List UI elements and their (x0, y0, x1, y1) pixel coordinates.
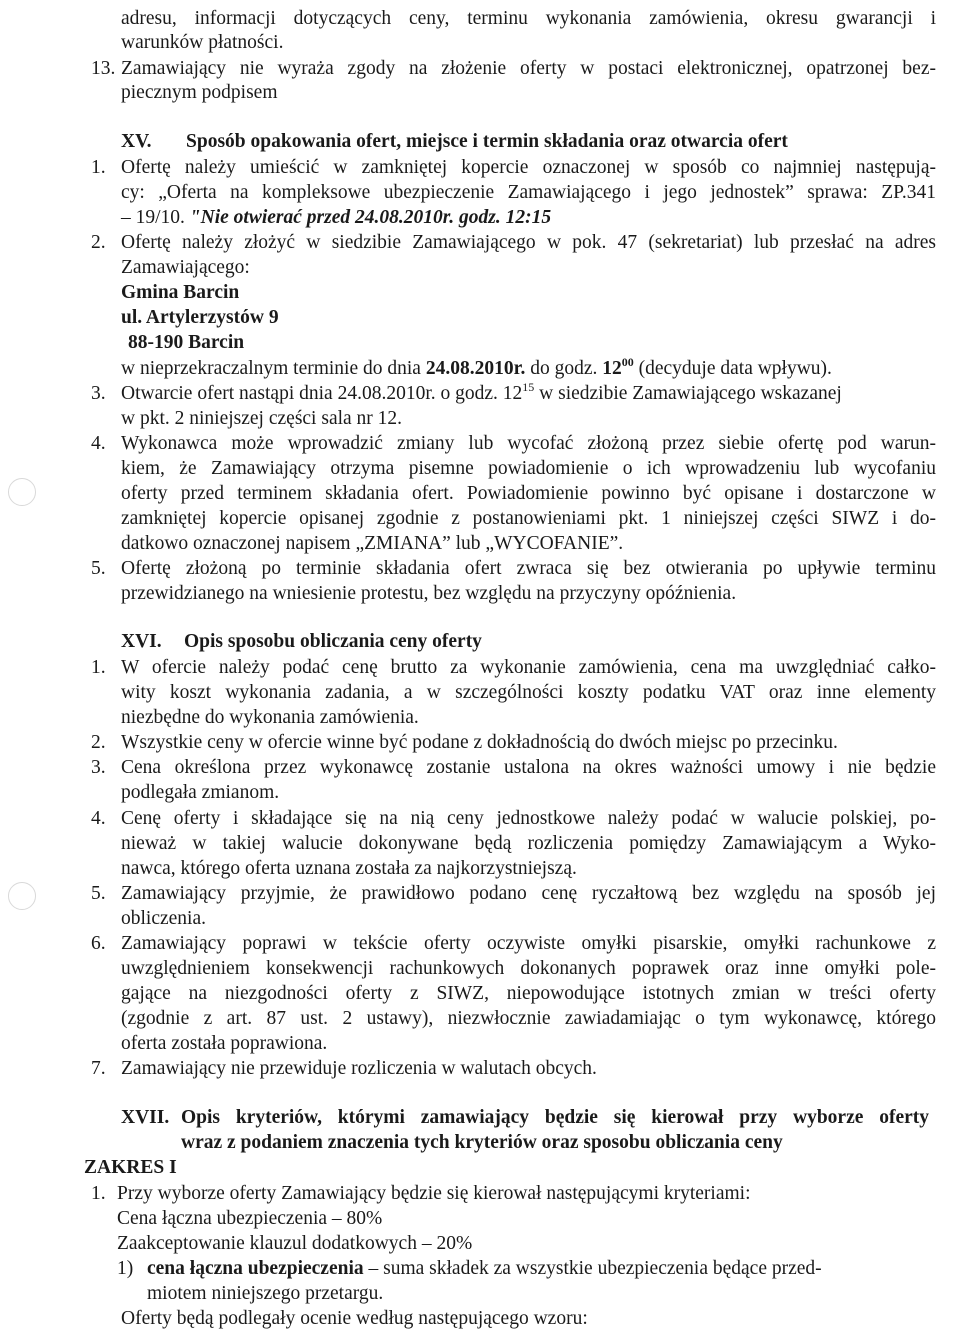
list-number: 7. (91, 1058, 106, 1079)
text-line: przewidzianego na wniesienie protestu, bez względu na przyczyny opóźnienia. (121, 583, 737, 604)
address-line: ul. Artylerzystów 9 (121, 307, 279, 328)
text-line: Zamawiający przyjmie, że prawidłowo podano cenę ryczałtową bez względu na sposób jej (121, 883, 936, 904)
text-line: – 19/10. (121, 207, 190, 228)
list-number: 2. (91, 732, 106, 753)
deadline-note: "Nie otwierać przed 24.08.2010r. godz. 12:15 (189, 207, 552, 228)
text-line: podlegała zmianom. (121, 782, 280, 803)
text-line: w siedzibie Zamawiającego wskazanej (534, 383, 842, 404)
list-number: 1. (91, 157, 106, 178)
text-line: warunków płatności. (121, 32, 284, 53)
text-line: (decyduje data wpływu). (633, 358, 832, 379)
text-line: kiem, że Zamawiający otrzyma pisemne powiadomienie o ich wprowadzeniu lub wycofaniu (121, 458, 936, 479)
list-number: 6. (91, 933, 106, 954)
address-line: 88-190 Barcin (128, 332, 245, 353)
text-line: (zgodnie z art. 87 ust. 2 ustawy), niezwłocznie zawiadamiając o tym wykonawcę, którego (121, 1008, 936, 1029)
criterion-line: Zaakceptowanie klauzul dodatkowych – 20% (117, 1233, 473, 1254)
list-number: 4. (91, 808, 106, 829)
text-line: adresu, informacji dotyczących ceny, terminu wykonania zamówienia, okresu gwarancji i (121, 8, 936, 29)
text-line: W ofercie należy podać cenę brutto za wykonanie zamówienia, cena ma uwzględniać całko- (121, 657, 936, 678)
section-heading: Opis kryteriów, którymi zamawiający będzie się kierował przy wyborze oferty (181, 1107, 929, 1128)
deadline-hour: 12 (602, 358, 622, 379)
section-number: XVII. (121, 1107, 170, 1128)
text-line: nawca, którego oferta uznana została za najkorzystniejszą. (121, 858, 577, 879)
text-line: cy: „Oferta na kompleksowe ubezpieczenie Zamawiającego i jego jednostek” sprawa: ZP.341 (121, 182, 936, 203)
text-line: Ofertę należy złożyć w siedzibie Zamawiającego w pok. 47 (sekretariat) lub przesłać na adres (121, 232, 936, 253)
text-line: uwzględnieniem konsekwencji rachunkowych dokonanych poprawek oraz inne omyłki pole- (121, 958, 936, 979)
subsection-heading: ZAKRES I (84, 1157, 177, 1178)
text-line: obliczenia. (121, 908, 206, 929)
text-line: oferty przed terminem składania ofert. Powiadomienie powinno być opisane i dostarczone w (121, 483, 936, 504)
text-line: wity koszt wykonania zadania, a w szczególności koszty podatku VAT oraz inne elementy (121, 682, 936, 703)
text-line: Cena określona przez wykonawcę zostanie ustalona na okres ważności umowy i nie będzie (121, 757, 936, 778)
text-line: do godz. (525, 358, 603, 379)
list-number: 2. (91, 232, 106, 253)
list-number: 3. (91, 757, 106, 778)
text-line: datkowo oznaczonej napisem „ZMIANA” lub „WYCOFANIE”. (121, 533, 624, 554)
text-line: Ofertę złożoną po terminie składania ofert zwraca się bez otwierania po upływie terminu (121, 558, 936, 579)
text-line: miotem niniejszego przetargu. (147, 1283, 384, 1304)
text-line: Oferty będą podlegały ocenie według następującego wzoru: (121, 1308, 588, 1329)
text-line: Przy wyborze oferty Zamawiający będzie się kierował następującymi kryteriami: (117, 1183, 751, 1204)
section-heading: Opis sposobu obliczania ceny oferty (184, 631, 482, 652)
text-line: nieważ w takiej walucie dokonywane będą rozliczenia pomiędzy Zamawiającym a Wyko- (121, 833, 936, 854)
punch-hole-mark (8, 478, 36, 506)
text-line: Otwarcie ofert nastąpi dnia 24.08.2010r. o godz. 12 (121, 383, 523, 404)
deadline-minute: 00 (621, 355, 634, 369)
section-heading: wraz z podaniem znaczenia tych kryteriów oraz sposobu obliczania ceny (181, 1132, 783, 1153)
deadline-date: 24.08.2010r. (425, 358, 526, 379)
text-line: w nieprzekraczalnym terminie do dnia (121, 358, 426, 379)
list-number: 1) (117, 1258, 134, 1279)
text-line: Cenę oferty i składające się na nią ceny jednostkowe należy podać w walucie polskiej, po- (121, 808, 936, 829)
text-line: Wszystkie ceny w ofercie winne być podane z dokładnością do dwóch miejsc po przecinku. (121, 732, 838, 753)
list-number: 1. (91, 1183, 106, 1204)
text-line: piecznym podpisem (121, 82, 278, 103)
list-number: 5. (91, 558, 106, 579)
text-line: gające na niezgodności oferty z SIWZ, niepowodujące istotnych zmian w treści oferty (121, 983, 936, 1004)
opening-minute: 15 (522, 380, 535, 394)
punch-hole-mark (8, 882, 36, 910)
text-line: w pkt. 2 niniejszej części sala nr 12. (121, 408, 403, 429)
list-number: 1. (91, 657, 106, 678)
section-number: XVI. (121, 631, 162, 652)
text-line: Zamawiający nie wyraża zgody na złożenie oferty w postaci elektronicznej, opatrzonej bez- (121, 58, 936, 79)
text-line: niezbędne do wykonania zamówienia. (121, 707, 419, 728)
text-line: oferta została poprawiona. (121, 1033, 328, 1054)
text-line: Ofertę należy umieścić w zamkniętej kopercie oznaczonej w sposób co najmniej następują- (121, 157, 936, 178)
text-line: Zamawiający poprawi w tekście oferty oczywiste omyłki pisarskie, omyłki rachunkowe z (121, 933, 936, 954)
text-line: zamkniętej kopercie opisanej zgodnie z postanowieniami pkt. 1 niniejszej części SIWZ i do- (121, 508, 936, 529)
list-number: 4. (91, 433, 106, 454)
text-line: – suma składek za wszystkie ubezpieczenia będące przed- (363, 1258, 822, 1279)
address-line: Gmina Barcin (121, 282, 240, 303)
list-number: 3. (91, 383, 106, 404)
text-line: Zamawiający nie przewiduje rozliczenia w walutach obcych. (121, 1058, 597, 1079)
list-number: 5. (91, 883, 106, 904)
list-number: 13. (91, 58, 116, 79)
term-bold: cena łączna ubezpieczenia (147, 1258, 364, 1279)
section-heading: Sposób opakowania ofert, miejsce i termin składania oraz otwarcia ofert (186, 131, 788, 152)
section-number: XV. (121, 131, 152, 152)
text-line: Wykonawca może wprowadzić zmiany lub wycofać złożoną przez siebie ofertę pod warun- (121, 433, 936, 454)
criterion-line: Cena łączna ubezpieczenia – 80% (117, 1208, 383, 1229)
text-line: Zamawiającego: (121, 257, 250, 278)
